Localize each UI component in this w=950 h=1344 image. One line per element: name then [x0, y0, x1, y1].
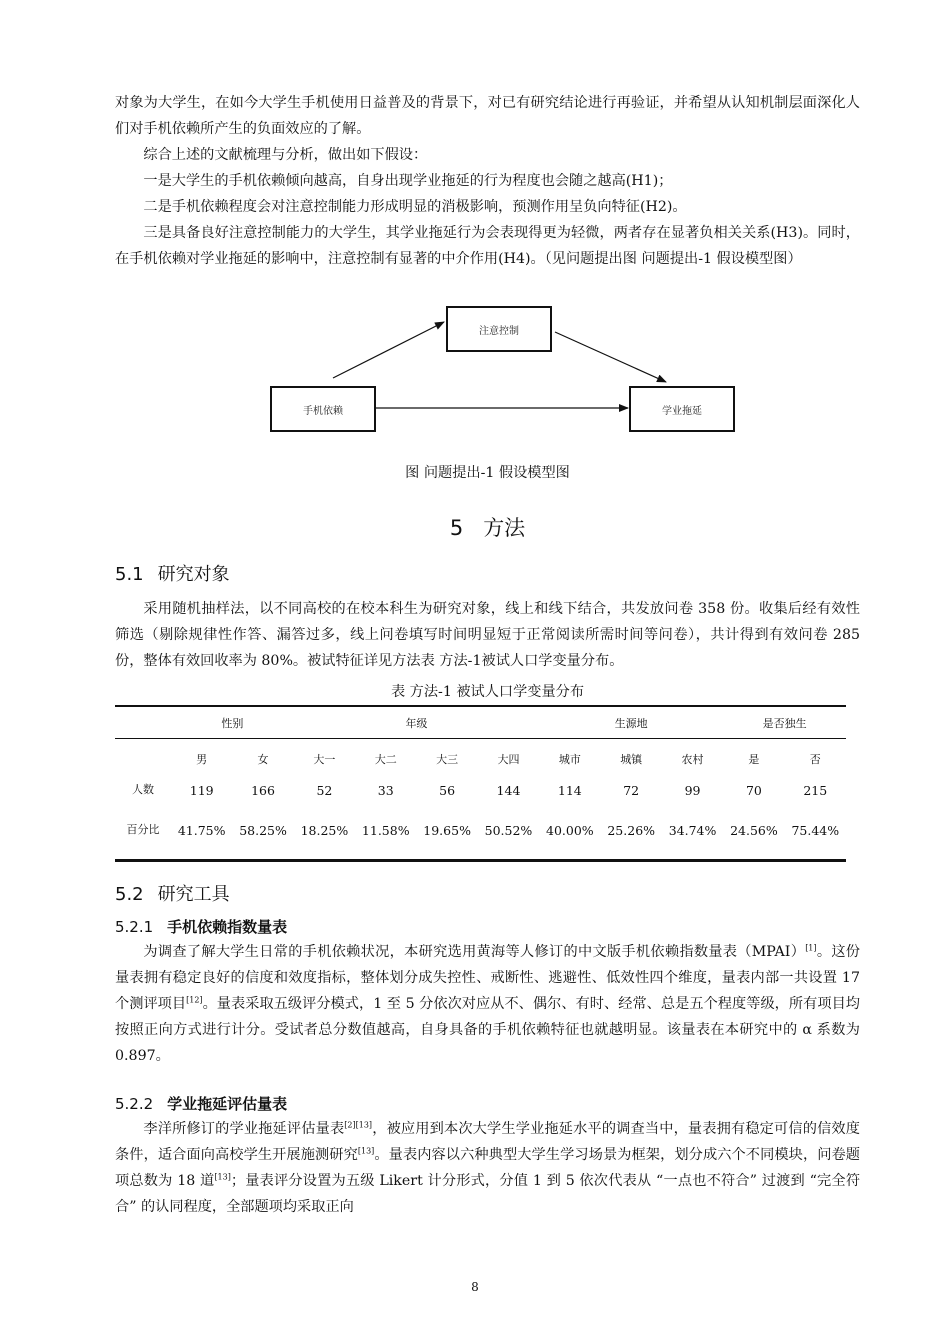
section-number: 5.2.1: [115, 918, 154, 936]
section-5-2-2-heading: [115, 1093, 860, 1114]
text-run: 。量表采取五级评分模式，1 至 5 分依次对应从不、偶尔、有时、经常、总是五个程度等级，所有项目均按照正向方式进行计分。受试者总分数值越高，自身具备的手机依赖特征也就越明显。该量表在本研究中的 α 系数为 0.897。: [115, 996, 860, 1064]
hypothesis-h2: 二是手机依赖程度会对注意控制能力形成明显的消极影响，预测作用呈负向特征(H2)。: [143, 199, 687, 215]
count-cell: 70: [745, 782, 762, 798]
section-title: 学业拖延评估量表: [167, 1095, 288, 1113]
table-row: [115, 801, 846, 861]
intro-paragraph-1: 对象为大学生，在如今大学生手机使用日益普及的背景下，对已有研究结论进行再验证，并希望从认知机制层面深化人们对手机依赖所产生的负面效应的了解。: [115, 95, 860, 137]
subheader-year-1: 大一: [313, 753, 336, 766]
count-cell: 56: [439, 782, 456, 798]
subheader-year-4: 大四: [497, 753, 520, 766]
section-5-2-heading: [115, 880, 860, 906]
hypothesis-h3-h4: 三是具备良好注意控制能力的大学生，其学业拖延行为会表现得更为轻微，两者存在显著负相关关系(H3)。同时，在手机依赖对学业拖延的影响中，注意控制有显著的中介作用(H4)。（见问题提出图 问题提出-1 假设模型图）: [115, 225, 860, 267]
percent-cell: 58.25%: [239, 822, 287, 838]
row-label-percent: 百分比: [126, 823, 160, 836]
text-run: ，被应用到本次大学生学业拖延水平的调查当中，量表拥有稳定可信的信效度条件，适合面向高校学生开展施测研究: [115, 1121, 860, 1163]
count-cell: 215: [803, 782, 828, 798]
row-label-count: 人数: [132, 783, 154, 796]
group-header-origin: 生源地: [539, 706, 723, 739]
table-corner: [115, 706, 171, 739]
percent-cell: 25.26%: [607, 822, 656, 838]
percent-cell: 50.52%: [484, 822, 533, 838]
hypothesis-model-diagram: [115, 292, 860, 452]
section-title: 研究工具: [157, 884, 230, 905]
percent-cell: 19.65%: [423, 822, 471, 838]
table-caption: 表 方法-1 被试人口学变量分布: [390, 684, 585, 700]
citation: [12]: [186, 995, 203, 1005]
group-header-only-child: 是否独生: [723, 706, 846, 739]
figure-caption: 图 问题提出-1 假设模型图: [405, 465, 570, 481]
subheader-town: 城镇: [620, 753, 643, 766]
section-title: 方法: [483, 516, 526, 540]
subheader-male: 男: [196, 753, 208, 766]
arrow-phone-to-attention: [333, 322, 444, 378]
node-attention-control: 注意控制: [446, 306, 552, 352]
node-phone-dependence: 手机依赖: [270, 386, 376, 432]
text-run: 。量表内容以六种典型大学生学习场景为框架，划分成六个不同模块，问卷题项总数为 18 道: [115, 1147, 860, 1189]
page-number: 8: [471, 1280, 479, 1294]
percent-cell: 24.56%: [730, 822, 778, 838]
percent-cell: 18.25%: [300, 822, 349, 838]
citation: [1]: [805, 943, 817, 953]
section-number: 5: [449, 516, 464, 540]
demographics-table: [115, 705, 846, 862]
citation: [13]: [214, 1172, 231, 1182]
section-5-1-heading: [115, 560, 860, 586]
citation: [13]: [357, 1146, 375, 1156]
text-run: 李洋所修订的学业拖延评估量表: [143, 1121, 345, 1137]
subheader-no: 否: [809, 753, 821, 766]
count-cell: 72: [623, 782, 640, 798]
text-run: 为调查了解大学生日常的手机依赖状况，本研究选用黄海等人修订的中文版手机依赖指数量表（MPAI）: [143, 944, 806, 960]
section-number: 5.2.2: [115, 1095, 154, 1113]
text-run: ；量表评分设置为五级 Likert 计分形式，分值 1 到 5 依次代表从 “一点也不符合” 过渡到 “完全符合” 的认同程度，全部题项均采取正向: [115, 1173, 861, 1215]
page-body: [115, 90, 860, 1220]
section-title: 手机依赖指数量表: [167, 918, 288, 936]
section-number: 5.2: [115, 884, 144, 905]
count-cell: 119: [189, 782, 214, 798]
subheader-city: 城市: [558, 753, 581, 766]
text-run: 。这份量表拥有稳定良好的信度和效度指标，整体划分成失控性、戒断性、逃避性、低效性四个维度，量表内部一共设置 17 个测评项目: [115, 944, 860, 1012]
subheader-year-3: 大三: [436, 753, 459, 766]
percent-cell: 41.75%: [177, 822, 226, 838]
percent-cell: 11.58%: [361, 822, 410, 838]
section-5-2-1-heading: [115, 916, 860, 937]
subheader-rural: 农村: [681, 753, 704, 766]
mpai-paragraph: [115, 939, 860, 1069]
subheader-female: 女: [257, 753, 269, 766]
procrastination-scale-paragraph: [115, 1116, 860, 1220]
subjects-paragraph: 采用随机抽样法，以不同高校的在校本科生为研究对象，线上和线下结合，共发放问卷 358 份。收集后经有效性筛选（剔除规律性作答、漏答过多，线上问卷填写时间明显短于正常阅读所需时间等问卷），共计得到有效问卷 285 份，整体有效回收率为 80%。被试特征详见方法表 方法-1被试人口学变量分布。: [115, 601, 860, 669]
node-academic-procrastination: 学业拖延: [629, 386, 735, 432]
section-number: 5.1: [115, 564, 144, 585]
count-cell: 99: [684, 782, 701, 798]
percent-cell: 34.74%: [668, 822, 717, 838]
percent-cell: 75.44%: [791, 822, 840, 838]
citation: [2][13]: [344, 1120, 373, 1130]
intro-paragraph-2: 综合上述的文献梳理与分析，做出如下假设：: [143, 147, 428, 163]
count-cell: 144: [496, 782, 521, 798]
group-header-grade: 年级: [294, 706, 539, 739]
group-header-gender: 性别: [171, 706, 294, 739]
section-title: 研究对象: [157, 564, 230, 585]
table-cell: [115, 739, 171, 780]
subheader-yes: 是: [748, 753, 760, 766]
percent-cell: 40.00%: [546, 822, 594, 838]
subheader-year-2: 大二: [374, 753, 397, 766]
hypothesis-h1: 一是大学生的手机依赖倾向越高，自身出现学业拖延的行为程度也会随之越高(H1)；: [143, 173, 673, 189]
arrow-attention-to-procrastination: [555, 332, 666, 382]
count-cell: 114: [557, 782, 582, 798]
count-cell: 33: [377, 782, 394, 798]
section-5-heading: [115, 512, 860, 542]
count-cell: 52: [316, 782, 333, 798]
table-row: [115, 779, 846, 801]
count-cell: 166: [251, 782, 275, 798]
